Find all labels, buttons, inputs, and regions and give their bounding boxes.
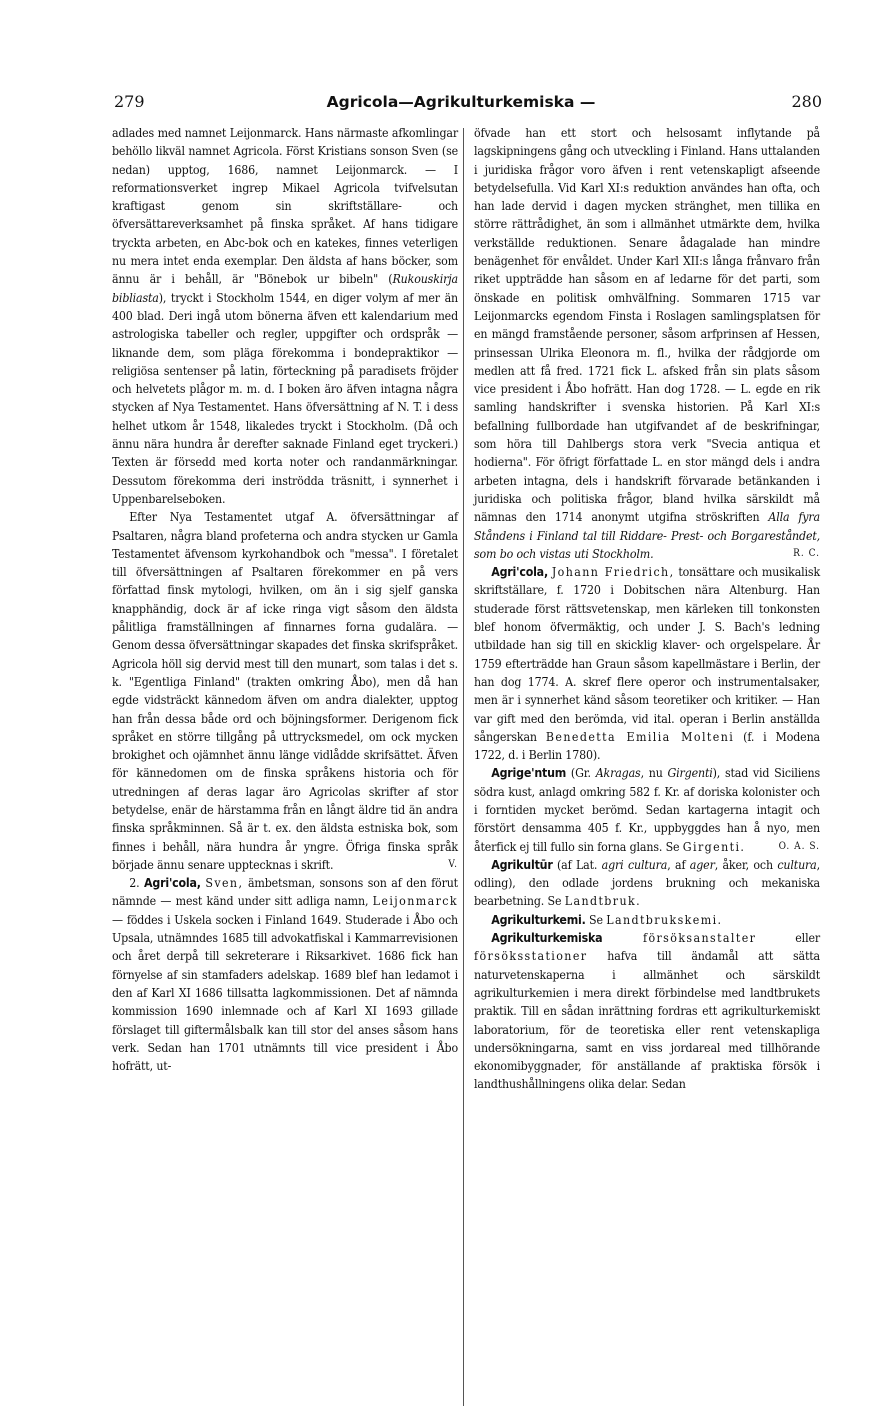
- paragraph-agricola-mikael-cont: adlades med namnet Leijonmarck. Hans närmaste afkomlingar behöllo likväl namnet Agricola. Först Kristians sonson Sven (se nedan) upptog, 1686, namnet Leijonmarck. — I reformationsverket ingrep Mikael Agricola tvifvelsutan kraftigast genom sin skriftställare- och öfversättareverksamhet på finska språket. Af hans tidigare tryckta arbeten, en Abc-bok och en katekes, finnes veterligen nu mera intet enda exemplar. Den äldsta af hans böcker, som ännu är i behåll, är "Bönebok ur bibeln" (Rukouskirja bibliasta), tryckt i Stockholm 1544, en diger volym af mer än 400 blad. Deri ingå utom bönerna äfven ett kalendarium med astrologiska tabeller och regler, uppgifter och ordspråk — liknande dem, som pläga förekomma i bondepraktikor — religiösa sentenser på latin, förteckning på paradisets fröjder och helvetets plågor m. m. d. I boken äro äfven intagna några stycken af Nya Testamentet. Hans öfversättning af N. T. i dess helhet utkom år 1548, likaledes tryckt i Stockholm. (Då och ännu nära hundra år derefter saknade Finland eget tryckeri.) Texten är försedd med korta noter och randanmärkningar. Dessutom förekomma deri inströdda träsnitt, i synnerhet i Uppenbarelseboken.: [112, 126, 458, 506]
- signature: O. A. S.: [778, 840, 820, 852]
- headword: Agri'cola,: [491, 565, 548, 580]
- cross-reference: Girgenti.: [682, 839, 746, 854]
- headword: Agrikulturkemi.: [491, 912, 586, 927]
- running-title: Agricola—Agrikulturkemiska —: [326, 93, 596, 111]
- signature: R. C.: [793, 547, 820, 559]
- paragraph-leijonmarck-cont: öfvade han ett stort och helsosamt inflytande på lagskipningens gång och utveckling i Finland. Hans uttalanden i juridiska frågor voro äfven i rent vetenskapligt afseende betydelsefulla. Vid Karl XI:s reduktion användes han ofta, och han lade dervid i dagen mycken stränghet, men tillika en större rättrådighet, än som i allmänhet utmärkte dem, hvilka verkställde reduktionen. Senare ådagalade han mindre benägenhet för envåldet. Under Karl XII:s långa frånvaro från riket uppträdde han såsom en af ledarne för det parti, som önskade en politisk omhvälfning. Sommaren 1715 var Leijonmarcks egendom Finsta i Roslagen samlingsplatsen för en mängd framstående personer, såsom arfprinsen af Hessen, prinsessan Ulrika Eleonora m. fl., hvilka der rådgjorde om medlen att få fred. 1721 fick L. afsked från sin plats såsom vice president i Åbo hofrätt. Han dog 1728. — L. egde en rik samling handskrifter i svenska historien. På Karl XI:s befallning fullbordade han utgifvandet af de beskrifningar, som höra till Dahlbergs stora verk "Svecia antiqua et hodierna". För öfrigt författade L. en stor mängd dels i andra arbeten intagna, dels i handskrift förvarade betänkanden i juridiska och politiska frågor, bland hvilka särskildt må nämnas den 1714 anonymt utgifna ströskriften Alla fyra Ståndens i Finland tal till Riddare- Prest- och Borgareståndet, som bo och vistas uti Stockholm. R. C.: [474, 124, 820, 563]
- signature: V.: [448, 858, 458, 870]
- headword: Agrikultūr: [491, 857, 553, 872]
- entry-agrigentum: Agrige'ntum (Gr. Akragas, nu Girgenti), stad vid Siciliens södra kust, anlagd omkring 582 f. Kr. af doriska kolonister och i forntiden mycket berömd. Sedan kartagerna intagit och förstört densamma 405 f. Kr., uppbyggdes han å nyo, men återfick ej till fullo sin forna glans. Se Girgenti. O. A. S.: [474, 764, 820, 855]
- left-column: [112, 124, 458, 1075]
- cross-reference: Landtbrukskemi.: [606, 912, 723, 927]
- page-number-right: 280: [791, 92, 822, 111]
- page-header: [96, 92, 826, 116]
- right-column: [474, 124, 820, 1094]
- headword: Agrige'ntum: [491, 766, 567, 781]
- paragraph-agricola-translations: Efter Nya Testamentet utgaf A. öfversättningar af Psaltaren, några bland profeterna och andra stycken ur Gamla Testamentet äfvensom kyrkohandbok och "messa". I företalet till öfversättningen af Psaltaren förekommer en på vers författad finsk mytologi, hvilken, om än i sig sjelf ganska knapphändig, dock är af icke ringa vigt såsom den äldsta pålitliga framställningen af finnarnes forna gudalära. — Genom dessa öfversättningar skapades det finska skrifspråket. Agricola höll sig dervid mest till den munart, som talas i det s. k. "Egentliga Finland" (trakten omkring Åbo), men då han egde vidsträckt kännedom äfven om andra dialekter, upptog han från dessa både ord och böjningsformer. Derigenom fick språket en större tillgång på uttrycksmedel, om ock mycken brokighet och ojämnhet ännu länge vidlådde skrifsättet. Äfven för kännedomen om de finska språkens historia och för utredningen af deras lagar äro Agricolas skrifter af stor betydelse, enär de härstamma från en långt äldre tid än andra finska språkminnen. Så är t. ex. den äldsta estniska bok, som finnes i behåll, nära hundra år yngre. Öfriga finska språk började ännu senare upptecknas i skrift. V.: [112, 508, 458, 874]
- entry-agrikulturkemiska: Agrikulturkemiska försöksanstalter eller försöksstationer hafva till ändamål att sätta naturvetenskaperna i allmänhet och särskildt agrikulturkemien i mera direkt förbindelse med landtbrukets praktik. Till en sådan inrättning fordras ett agrikulturkemiskt laboratorium, för de teoretiska eller rent vetenskapliga undersökningarna, samt en viss jordareal med tillhörande ekonomibyggnader, för anställande af praktiska försök i landthushållningens olika delar. Sedan: [474, 931, 820, 1092]
- entry-agrikultur: Agrikultūr (af Lat. agri cultura, af ager, åker, och cultura, odling), den odlade jordens brukning och mekaniska bearbetning. Se Landtbruk.: [474, 857, 820, 909]
- headword: Agri'cola,: [144, 876, 201, 891]
- column-divider: [463, 128, 464, 1406]
- entry-agrikulturkemi: Agrikulturkemi. Se Landtbrukskemi.: [491, 912, 723, 927]
- entry-agricola-sven: 2. Agri'cola, Sven, ämbetsman, sonsons son af den förut nämnde — mest känd under sitt adliga namn, Leijonmarck — föddes i Uskela socken i Finland 1649. Studerade i Åbo och Upsala, utnämndes 1685 till advokatfiskal i Kammarrevisionen och året derpå till sekreterare i Riksarkivet. 1686 fick han förnyelse af sin stamfaders adelskap. 1689 blef han ledamot i den af Karl XI 1686 tillsatta lagkommissionen. Det af nämnda kommission 1690 inlemnade och af Karl XI 1693 gillade förslaget till giftermålsbalk kan till stor del anses såsom hans verk. Sedan han 1701 utnämnts till vice president i Åbo hofrätt, ut-: [112, 876, 458, 1074]
- headword: Agrikulturkemiska: [491, 931, 603, 946]
- entry-agricola-johann-friedrich: Agri'cola, Johann Friedrich, tonsättare och musikalisk skriftställare, f. 1720 i Dobitschen nära Altenburg. Han studerade först rättsvetenskap, men kärleken till tonkonsten blef honom öfvermäktig, och under J. S. Bach's ledning utbildade han sig till en skicklig klaver- och orgelspelare. År 1759 efterträdde han Graun såsom kapellmästare i Berlin, der han dog 1774. A. skref flere operor och instrumentalsaker, men är i synnerhet känd såsom teoretiker och kritiker. — Han var gift med den berömda, vid ital. operan i Berlin anställda sångerskan Benedetta Emilia Molteni (f. i Modena 1722, d. i Berlin 1780).: [474, 565, 820, 763]
- cross-reference: Landtbruk.: [564, 894, 642, 909]
- page-number-left: 279: [114, 92, 145, 111]
